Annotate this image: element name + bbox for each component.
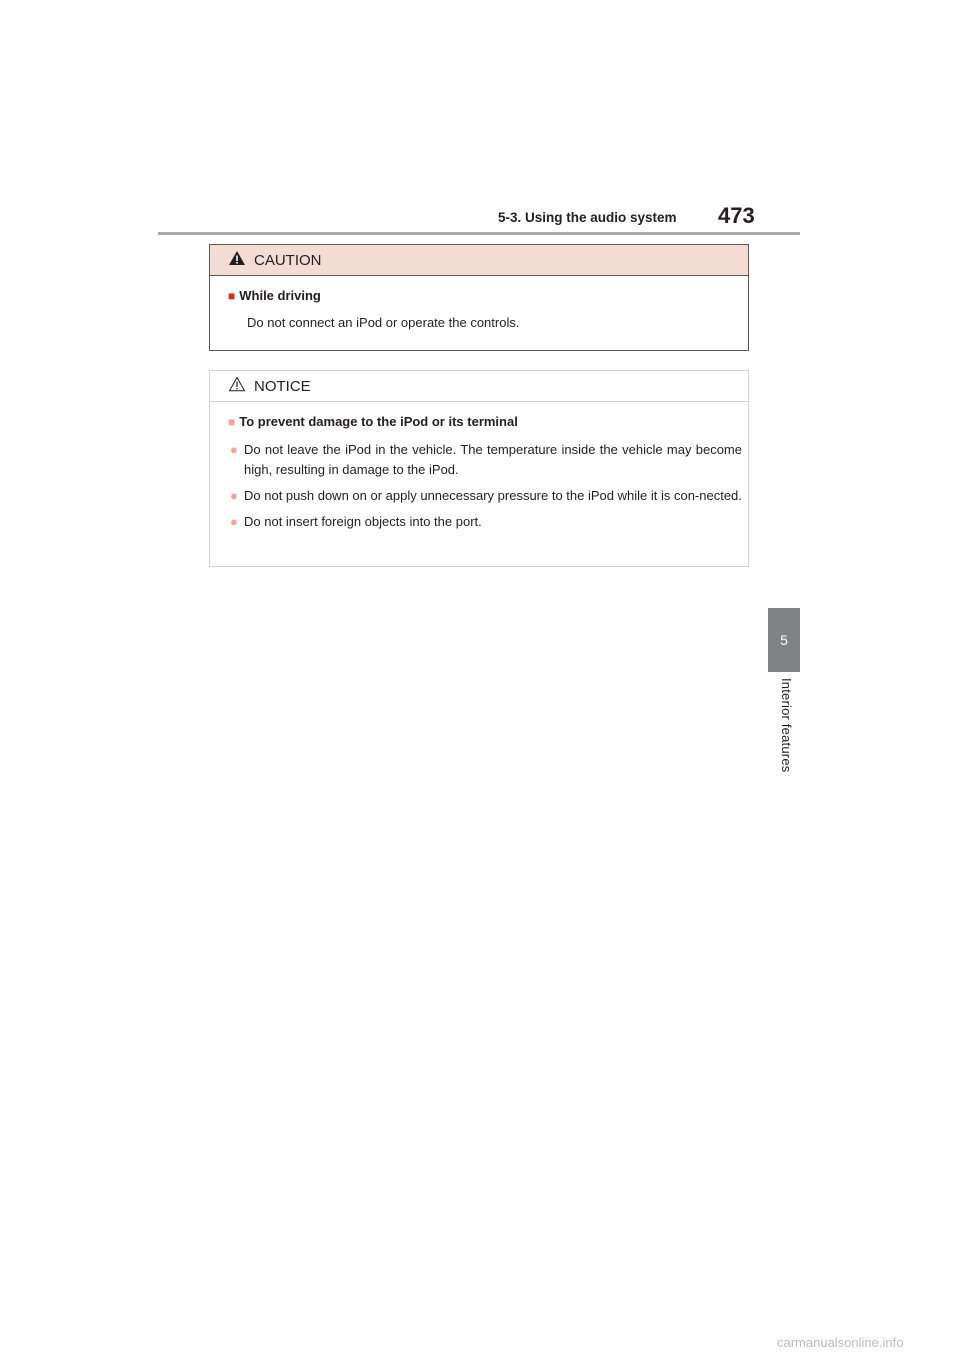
circle-bullet-icon: ● [230, 488, 238, 503]
list-item: ● Do not leave the iPod in the vehicle. The temperature inside the vehicle may become high, resulting in damage to the iPod. [230, 442, 742, 477]
circle-bullet-icon: ● [230, 442, 238, 457]
warning-triangle-icon [228, 250, 246, 271]
circle-bullet-icon: ● [230, 514, 238, 529]
notice-heading-text: To prevent damage to the iPod or its terminal [239, 414, 518, 429]
warning-triangle-outline-icon [228, 376, 246, 397]
list-item: ● Do not insert foreign objects into the port. [228, 512, 742, 532]
list-item: ● Do not push down on or apply unnecessary pressure to the iPod while it is con-nected. [228, 486, 742, 506]
watermark: carmanualsonline.info [777, 1335, 904, 1350]
caution-label: CAUTION [254, 251, 322, 269]
notice-box [209, 370, 749, 567]
caution-heading [228, 288, 742, 304]
chapter-label: Interior features [779, 678, 794, 773]
page-number: 473 [718, 203, 755, 228]
header-divider [158, 232, 800, 235]
square-bullet-icon: ■ [228, 289, 236, 303]
caution-box [209, 244, 749, 351]
caution-text: Do not connect an iPod or operate the controls. [247, 315, 520, 330]
square-bullet-icon: ■ [228, 415, 236, 429]
caution-header [210, 245, 748, 276]
notice-label: NOTICE [254, 377, 311, 395]
chapter-tab: 5 [768, 608, 800, 672]
caution-heading-text: While driving [239, 288, 321, 303]
section-title: 5-3. Using the audio system [498, 210, 677, 225]
notice-heading [228, 414, 742, 430]
notice-header [210, 371, 748, 402]
